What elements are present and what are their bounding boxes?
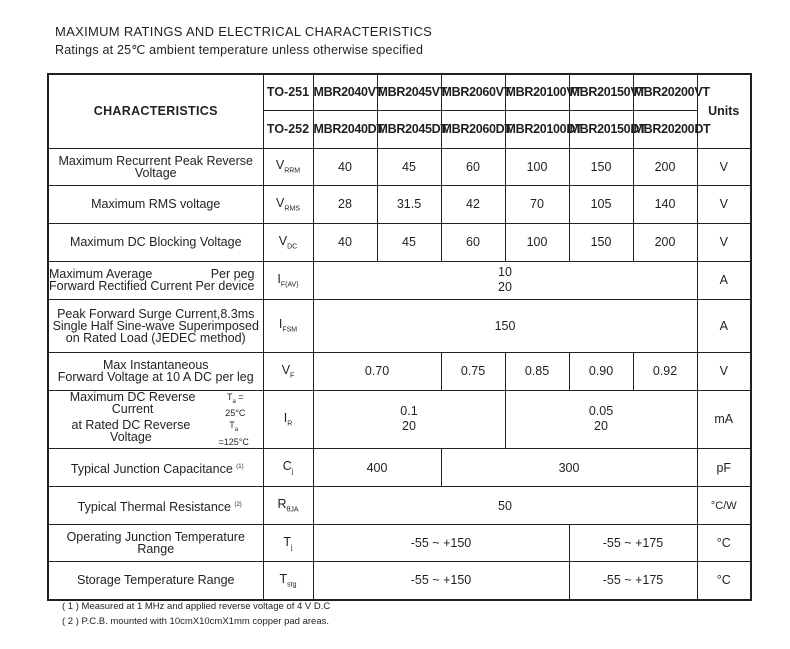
row-vdc	[48, 223, 751, 261]
value-cell: 0.70	[313, 352, 441, 390]
symbol: $I_{FSM}$	[263, 299, 313, 352]
row-ifsm	[48, 299, 751, 352]
value-cell: -55 ~ +175	[569, 525, 697, 562]
row-vf	[48, 352, 751, 390]
model-vt: MBR2060VT	[441, 74, 505, 110]
value-cell: 400	[313, 449, 441, 487]
row-cj	[48, 449, 751, 487]
model-dt: MBR20200DT	[633, 110, 697, 148]
header-row-to251	[48, 74, 751, 110]
package-to252: TO-252	[263, 110, 313, 148]
row-vrrm	[48, 148, 751, 185]
footnote-2: ( 2 ) P.C.B. mounted with 10cmX10cmX1mm copper pad areas.	[62, 616, 330, 627]
unit-cell: V	[697, 352, 751, 390]
value-cell: 140	[633, 185, 697, 223]
value-cell: 10 20	[313, 261, 697, 299]
value-cell: 150	[569, 148, 633, 185]
value-cell: 0.1 20	[313, 390, 505, 449]
unit-cell: °C	[697, 525, 751, 562]
value-cell: -55 ~ +150	[313, 562, 569, 600]
characteristics-header: CHARACTERISTICS	[48, 74, 263, 148]
page-subtitle: Ratings at 25℃ ambient temperature unless otherwise specified	[55, 43, 424, 57]
row-ir	[48, 390, 751, 449]
value-cell: 40	[313, 148, 377, 185]
model-dt: MBR2060DT	[441, 110, 505, 148]
page-title: MAXIMUM RATINGS AND ELECTRICAL CHARACTERISTICS	[55, 24, 433, 39]
value-cell: 100	[505, 148, 569, 185]
unit-cell: A	[697, 299, 751, 352]
symbol: $R_{\theta JA}$	[263, 487, 313, 525]
row-label: Storage Temperature Range	[48, 562, 263, 600]
row-label: Typical Junction Capacitance $^{(1)}$	[48, 449, 263, 487]
value-cell: -55 ~ +150	[313, 525, 569, 562]
model-vt: MBR20100VT	[505, 74, 569, 110]
row-label: Maximum DC Blocking Voltage	[48, 223, 263, 261]
row-label: Max Instantaneous Forward Voltage at 10 A DC per leg	[48, 352, 263, 390]
value-cell: 0.05 20	[505, 390, 697, 449]
row-label: Maximum Average Per peg Forward Rectified Current Per device	[48, 261, 263, 299]
row-label: Typical Thermal Resistance $^{(2)}$	[48, 487, 263, 525]
value-cell: 200	[633, 223, 697, 261]
row-label: Maximum DC Reverse Current $T_a = 25^\circ C$ at Rated DC Reverse Voltage $T_a =125^\circ C$	[48, 390, 263, 449]
symbol: $C_j$	[263, 449, 313, 487]
unit-cell: mA	[697, 390, 751, 449]
unit-cell: V	[697, 148, 751, 185]
unit-cell: V	[697, 223, 751, 261]
model-dt: MBR20100DT	[505, 110, 569, 148]
footnote-1: ( 1 ) Measured at 1 MHz and applied reverse voltage of 4 V D.C	[62, 601, 331, 612]
value-cell: 70	[505, 185, 569, 223]
model-vt: MBR2040VT	[313, 74, 377, 110]
model-vt: MBR2045VT	[377, 74, 441, 110]
ratings-table	[47, 73, 752, 601]
value-cell: 150	[569, 223, 633, 261]
value-cell: 0.92	[633, 352, 697, 390]
unit-cell: A	[697, 261, 751, 299]
symbol: $V_{DC}$	[263, 223, 313, 261]
unit-cell: °C/W	[697, 487, 751, 525]
model-dt: MBR2045DT	[377, 110, 441, 148]
row-label: Peak Forward Surge Current,8.3ms Single Half Sine-wave Superimposed on Rated Load (JEDEC method)	[48, 299, 263, 352]
model-dt: MBR20150DT	[569, 110, 633, 148]
unit-cell: °C	[697, 562, 751, 600]
value-cell: 150	[313, 299, 697, 352]
row-label: Maximum RMS voltage	[48, 185, 263, 223]
value-cell: 0.90	[569, 352, 633, 390]
row-rth	[48, 487, 751, 525]
symbol: $V_{RRM}$	[263, 148, 313, 185]
row-tj	[48, 525, 751, 562]
model-vt: MBR20200VT	[633, 74, 697, 110]
symbol: $V_F$	[263, 352, 313, 390]
symbol: $I_R$	[263, 390, 313, 449]
symbol: $V_{RMS}$	[263, 185, 313, 223]
unit-cell: pF	[697, 449, 751, 487]
value-cell: 45	[377, 223, 441, 261]
value-cell: 31.5	[377, 185, 441, 223]
symbol: $T_{stg}$	[263, 562, 313, 600]
value-cell: 100	[505, 223, 569, 261]
symbol: $I_{F(AV)}$	[263, 261, 313, 299]
value-cell: 40	[313, 223, 377, 261]
value-cell: 28	[313, 185, 377, 223]
model-vt: MBR20150VT	[569, 74, 633, 110]
value-cell: 60	[441, 223, 505, 261]
value-cell: 300	[441, 449, 697, 487]
row-tstg	[48, 562, 751, 600]
units-header: Units	[697, 74, 751, 148]
row-label: Operating Junction Temperature Range	[48, 525, 263, 562]
unit-cell: V	[697, 185, 751, 223]
value-cell: 60	[441, 148, 505, 185]
value-cell: 42	[441, 185, 505, 223]
value-cell: 0.85	[505, 352, 569, 390]
value-cell: 0.75	[441, 352, 505, 390]
symbol: $T_j$	[263, 525, 313, 562]
package-to251: TO-251	[263, 74, 313, 110]
value-cell: -55 ~ +175	[569, 562, 697, 600]
value-cell: 50	[313, 487, 697, 525]
footnotes	[62, 599, 330, 629]
value-cell: 45	[377, 148, 441, 185]
model-dt: MBR2040DT	[313, 110, 377, 148]
row-vrms	[48, 185, 751, 223]
row-label: Maximum Recurrent Peak Reverse Voltage	[48, 148, 263, 185]
row-ifav	[48, 261, 751, 299]
value-cell: 200	[633, 148, 697, 185]
value-cell: 105	[569, 185, 633, 223]
